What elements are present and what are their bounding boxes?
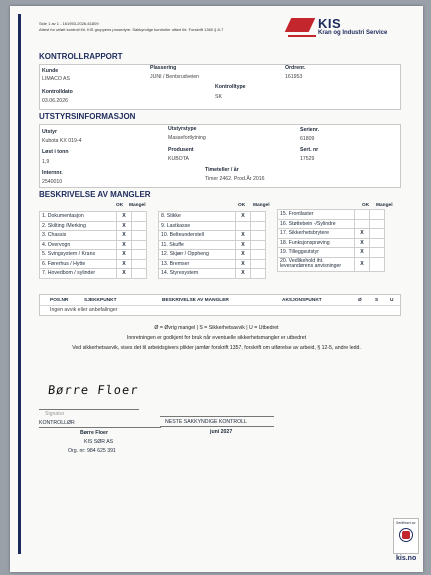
mangel-row — [278, 257, 385, 271]
mangel-row — [159, 259, 266, 269]
mangel-item-label: 17. Sikkerhetsbrytere — [278, 229, 355, 239]
logo-subtitle: Kran og Industri Service — [318, 30, 388, 36]
next-control-line — [160, 426, 274, 427]
mangel-item-label: 15. Frontlaster — [278, 210, 355, 220]
findings-row: Ingen avvik eller anbefalinger — [50, 307, 118, 313]
mangel-item-label: 7. Hovedbom / sylinder — [40, 269, 117, 279]
org-number: Org. nr: 984 625 391 — [68, 448, 116, 454]
utstyrstype-label: Utstyrstype — [168, 126, 197, 132]
mangel-mangel-mark — [370, 238, 385, 248]
mangel-row — [40, 269, 147, 279]
s-header: S — [375, 298, 379, 303]
u-header: U — [390, 298, 394, 303]
kontrollor-name: Børre Floer — [80, 430, 108, 436]
sertnr-value: 17529 — [300, 156, 315, 162]
footer-website: kis.no — [396, 555, 417, 562]
mangel-item-label: 2. Skilting /Merking — [40, 221, 117, 231]
next-control-date: juni 2027 — [210, 429, 233, 435]
mangel-item-label: 20. Vedlikehold iht. leverandørens anvisninger — [278, 257, 355, 271]
produsent-label: Produsent — [168, 147, 194, 153]
mangel-ok-mark: X — [117, 269, 132, 279]
mangel-ok-mark: X — [236, 250, 251, 260]
plassering-label: Plassering — [150, 65, 177, 71]
sikkerhetsavvik-text: Ved sikkerhetsavvik, vises det til arbeidsgivers plikter jamfør forskrift 1357, forskrift om utførelse av arbeid, § 12-5, andre ledd. — [72, 345, 361, 351]
approval-text: Innretningen er godkjent for bruk når eventuelle sikkerhetsmangler er utbedret — [126, 335, 307, 341]
logo-stripe — [288, 35, 316, 37]
mangel-ok-mark — [236, 221, 251, 231]
mangel-mangel-mark — [370, 257, 385, 271]
cert-seal-center-icon — [402, 531, 410, 539]
mangel-mangel-mark — [370, 219, 385, 229]
col3-mangel-header: Mangel — [376, 203, 393, 208]
mangel-mangel-mark — [132, 212, 147, 222]
mangel-ok-mark: X — [117, 231, 132, 241]
mangel-ok-mark: X — [355, 229, 370, 239]
mangel-row — [278, 210, 385, 220]
header-attest-text: Attest for utført kontroll iht. KIS gruppens prosedyre. Sakkyndige kontroller utført iht. Forskrift 1360 § 8-7 — [39, 27, 224, 32]
mangel-row — [278, 229, 385, 239]
findings-divider — [40, 305, 400, 306]
last-value: 1,9 — [42, 159, 50, 165]
mangel-ok-mark: X — [236, 231, 251, 241]
kontrolltype-label: Kontrolltype — [215, 84, 246, 90]
mangel-item-label: 1. Dokumentasjon — [40, 212, 117, 222]
timeteller-label: Timeteller / år — [205, 167, 239, 173]
mangel-mangel-mark — [370, 210, 385, 220]
report-page — [10, 6, 423, 572]
mangel-item-label: 4. Overvogn — [40, 240, 117, 250]
mangel-ok-mark: X — [236, 269, 251, 279]
kontrolldato-value: 03.06.2026 — [42, 98, 68, 104]
mangel-row — [40, 221, 147, 231]
mangel-row — [40, 212, 147, 222]
mangel-row — [159, 221, 266, 231]
section-title-mangler: BESKRIVELSE AV MANGLER — [39, 190, 151, 199]
mangel-item-label: 8. Stikke — [159, 212, 236, 222]
mangel-item-label: 5. Svingsystem / Krans — [40, 250, 117, 260]
next-control-line-top — [160, 416, 274, 417]
mangel-mangel-mark — [251, 250, 266, 260]
mangel-ok-mark: X — [117, 221, 132, 231]
mangel-item-label: 6. Førerhus / Hytte — [40, 259, 117, 269]
mangel-mangel-mark — [251, 240, 266, 250]
utstyr-label: Utstyr — [42, 129, 57, 135]
signatur-label: Signatur — [45, 411, 65, 417]
next-control-label: NESTE SAKKYNDIGE KONTROLL — [165, 419, 247, 425]
mangel-row — [40, 240, 147, 250]
mangel-item-label: 9. Lastkasse — [159, 221, 236, 231]
o-header: Ø — [358, 298, 362, 303]
sertnr-label: Sert. nr — [300, 147, 319, 153]
mangel-item-label: 18. Funksjonsprøving — [278, 238, 355, 248]
utstyr-box — [39, 124, 401, 188]
timeteller-value: Timer 2462. Prod.År 2016 — [205, 176, 265, 182]
plassering-value: JUNI / Bentsrudveien — [150, 74, 200, 80]
aksjonspunkt-header: AKSJONSPUNKT — [282, 298, 322, 303]
header-page-info: Side 1 av 1 - 161953-2026-61809 — [39, 21, 99, 26]
serienr-label: Serienr. — [300, 127, 320, 133]
mangel-row — [40, 231, 147, 241]
sjekkpunkt-header: SJEKKPUNKT — [84, 298, 117, 303]
certification-badge — [393, 518, 419, 554]
col3-ok-header: OK — [362, 203, 370, 208]
col2-ok-header: OK — [238, 203, 246, 208]
mangel-ok-mark: X — [236, 240, 251, 250]
kontrolldato-label: Kontrolldato — [42, 89, 73, 95]
side-accent-bar — [18, 14, 21, 554]
findings-table — [39, 294, 401, 316]
last-label: Løst i tonn — [42, 149, 69, 155]
mangler-table-3 — [277, 209, 385, 272]
ordrenr-label: Ordrenr. — [285, 65, 306, 71]
mangel-row — [40, 250, 147, 260]
internnr-value: 2540010 — [42, 179, 63, 185]
mangel-ok-mark: X — [117, 259, 132, 269]
kontrolltype-value: SK — [215, 94, 222, 100]
mangel-ok-mark: X — [117, 212, 132, 222]
mangel-item-label: 14. Styresystem — [159, 269, 236, 279]
logo-brand: KIS — [318, 16, 342, 31]
mangel-row — [159, 231, 266, 241]
col1-mangel-header: Mangel — [129, 203, 146, 208]
mangler-table-2 — [158, 211, 266, 279]
col1-ok-header: OK — [116, 203, 124, 208]
mangel-row — [278, 238, 385, 248]
mangel-mangel-mark — [132, 231, 147, 241]
section-title-kontroll: KONTROLLRAPPORT — [39, 52, 123, 61]
posnr-header: POS.NR — [50, 298, 69, 303]
mangel-mangel-mark — [132, 240, 147, 250]
mangel-item-label: 12. Skjær / Oppheng — [159, 250, 236, 260]
mangel-ok-mark — [355, 219, 370, 229]
utstyr-value: Kubota KX 019-4 — [42, 138, 82, 144]
mangel-ok-mark: X — [355, 257, 370, 271]
mangel-row — [159, 250, 266, 260]
mangel-mangel-mark — [251, 212, 266, 222]
kunde-value: LIMACO AS — [42, 76, 70, 82]
mangel-mangel-mark — [370, 229, 385, 239]
mangel-mangel-mark — [132, 259, 147, 269]
signature-line — [39, 409, 139, 410]
serienr-value: 61809 — [300, 136, 315, 142]
mangel-ok-mark: X — [117, 250, 132, 260]
kunde-label: Kunde — [42, 68, 59, 74]
mangel-item-label: 13. Bremser — [159, 259, 236, 269]
mangel-item-label: 16. Støttebein -/Sylindre — [278, 219, 355, 229]
mangel-mangel-mark — [251, 269, 266, 279]
mangel-ok-mark: X — [236, 259, 251, 269]
mangel-row — [278, 248, 385, 258]
mangel-mangel-mark — [251, 259, 266, 269]
handwritten-signature: Børre Floer — [47, 383, 140, 397]
mangel-mangel-mark — [132, 269, 147, 279]
logo-mark-icon — [285, 18, 316, 32]
mangel-mangel-mark — [251, 231, 266, 241]
internnr-label: Internnr. — [42, 170, 63, 176]
mangel-item-label: 10. Belteunderstell — [159, 231, 236, 241]
kontrollor-line — [39, 427, 161, 428]
mangel-mangel-mark — [132, 221, 147, 231]
ordrenr-value: 161953 — [285, 74, 303, 80]
mangel-ok-mark: X — [117, 240, 132, 250]
legend-text: Ø = Øvrig mangel | S = Sikkerhetsavvik | U = Utbedret — [154, 325, 279, 331]
mangel-item-label: 3. Chassis — [40, 231, 117, 241]
kontroll-box — [39, 64, 401, 110]
mangel-ok-mark: X — [355, 238, 370, 248]
mangel-row — [278, 219, 385, 229]
mangel-row — [159, 212, 266, 222]
kontrollor-label: KONTROLLØR — [39, 420, 75, 426]
mangel-mangel-mark — [132, 250, 147, 260]
mangler-table-1 — [39, 211, 147, 279]
mangel-item-label: 19. Tilleggsutstyr — [278, 248, 355, 258]
col2-mangel-header: Mangel — [253, 203, 270, 208]
beskrivelse-header: BESKRIVELSE AV MANGLER — [162, 298, 229, 303]
cert-label: Sertifisert av — [396, 521, 416, 525]
mangel-mangel-mark — [370, 248, 385, 258]
mangel-row — [159, 240, 266, 250]
utstyrstype-value: Massefortlytning — [168, 135, 206, 141]
company-name: KIS SØR AS — [84, 439, 114, 445]
kis-logo — [288, 18, 404, 44]
produsent-value: KUBOTA — [168, 156, 189, 162]
section-title-utstyr: UTSTYRSINFORMASJON — [39, 112, 136, 121]
mangel-item-label: 11. Skuffe — [159, 240, 236, 250]
mangel-ok-mark — [355, 210, 370, 220]
mangel-row — [40, 259, 147, 269]
mangel-mangel-mark — [251, 221, 266, 231]
mangel-ok-mark: X — [236, 212, 251, 222]
mangel-ok-mark: X — [355, 248, 370, 258]
mangel-row — [159, 269, 266, 279]
